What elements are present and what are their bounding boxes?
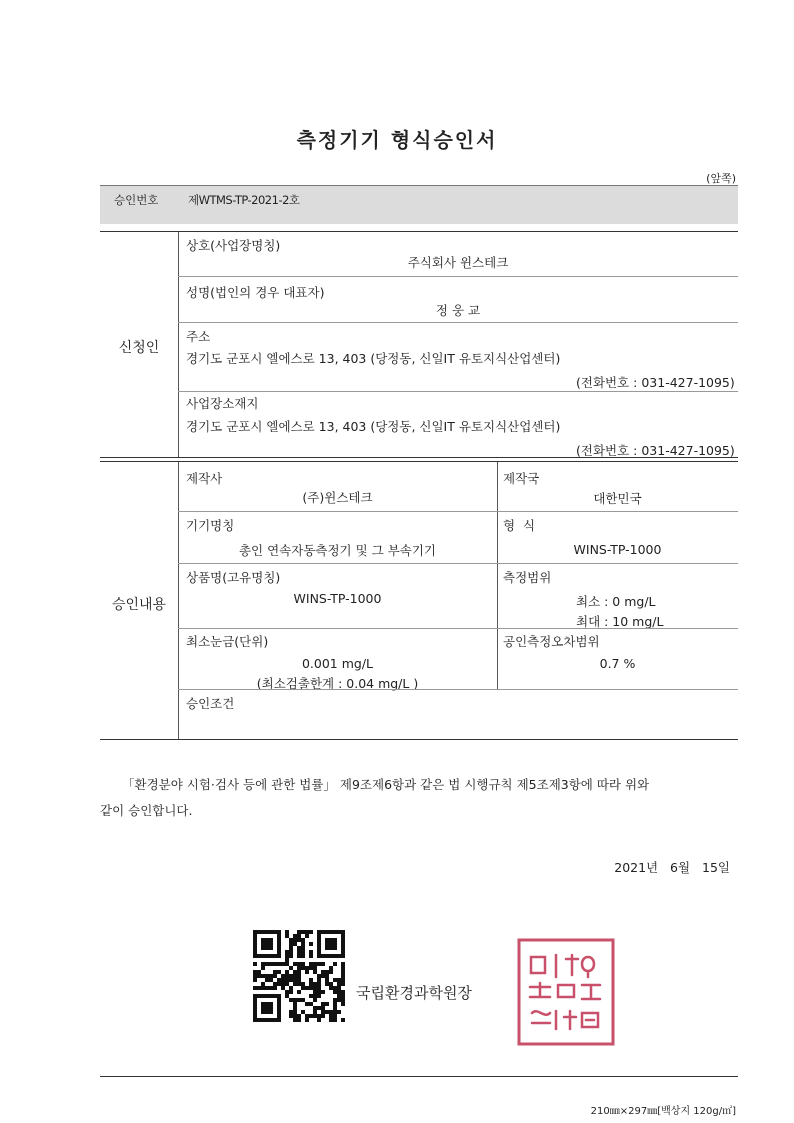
product-value: WINS-TP-1000 (293, 591, 382, 606)
model-value: WINS-TP-1000 (573, 542, 662, 557)
maker-value: (주)윈스테크 (302, 490, 373, 505)
approval-number-bar (100, 185, 738, 224)
qr-code (253, 930, 345, 1022)
range-max: 최대 : 10 mg/L (576, 614, 664, 629)
country-label: 제작국 (503, 471, 540, 486)
official-seal-icon (516, 937, 616, 1047)
representative-value: 정 웅 교 (435, 303, 481, 318)
approval-number-label: 승인번호 (114, 193, 159, 207)
company-label: 상호(사업장명칭) (186, 238, 281, 253)
range-min: 최소 : 0 mg/L (576, 594, 656, 609)
footer-line (100, 1076, 738, 1077)
site-label: 사업장소재지 (186, 396, 259, 411)
issue-date: 2021년 6월 15일 (614, 860, 730, 875)
issuer-name: 국립환경과학원장 (356, 984, 472, 1002)
document-title: 측정기기 형식승인서 (296, 128, 498, 152)
table-bottom-border (100, 739, 738, 740)
applicant-section-label: 신청인 (118, 340, 160, 356)
page-side-label: (앞쪽) (706, 172, 736, 185)
paper-spec: 210㎜×297㎜[백상지 120g/㎡] (590, 1106, 736, 1117)
section-separator (100, 461, 738, 462)
applicant-top-border (100, 231, 738, 232)
address-value: 경기도 군포시 엘에스로 13, 403 (당정동, 신일IT 유토지식산업센터) (186, 351, 561, 366)
detection-limit: (최소검출한계 : 0.04 mg/L ) (256, 676, 419, 691)
device-value: 총인 연속자동측정기 및 그 부속기기 (238, 543, 437, 558)
product-label: 상품명(고유명칭) (186, 570, 281, 585)
site-phone: (전화번호 : 031-427-1095) (576, 443, 735, 458)
site-value: 경기도 군포시 엘에스로 13, 403 (당정동, 신일IT 유토지식산업센터) (186, 419, 561, 434)
approval-number-value: 제WTMS-TP-2021-2호 (188, 193, 300, 207)
scale-value: 0.001 mg/L (301, 656, 374, 671)
range-label: 측정범위 (503, 570, 552, 585)
error-label: 공인측정오차범위 (503, 634, 600, 649)
statement-line-1: 「환경분야 시험·검사 등에 관한 법률」 제9조제6항과 같은 법 시행규칙 제5조제3항에 따라 위와 (122, 777, 650, 792)
error-value: 0.7 % (599, 656, 636, 671)
qr-code-graphic (253, 930, 345, 1022)
country-value: 대한민국 (593, 491, 642, 506)
approval-section-label: 승인내용 (111, 597, 167, 613)
representative-label: 성명(법인의 경우 대표자) (186, 285, 325, 300)
approval-statement (100, 772, 740, 824)
address-label: 주소 (186, 329, 211, 344)
address-phone: (전화번호 : 031-427-1095) (576, 375, 735, 390)
company-value: 주식회사 윈스테크 (407, 255, 509, 270)
device-label: 기기명칭 (186, 518, 235, 533)
condition-label: 승인조건 (186, 696, 235, 711)
scale-label: 최소눈금(단위) (186, 634, 269, 649)
statement-line-2: 같이 승인합니다. (100, 803, 193, 818)
model-label: 형 식 (503, 518, 536, 533)
maker-label: 제작사 (186, 471, 223, 486)
